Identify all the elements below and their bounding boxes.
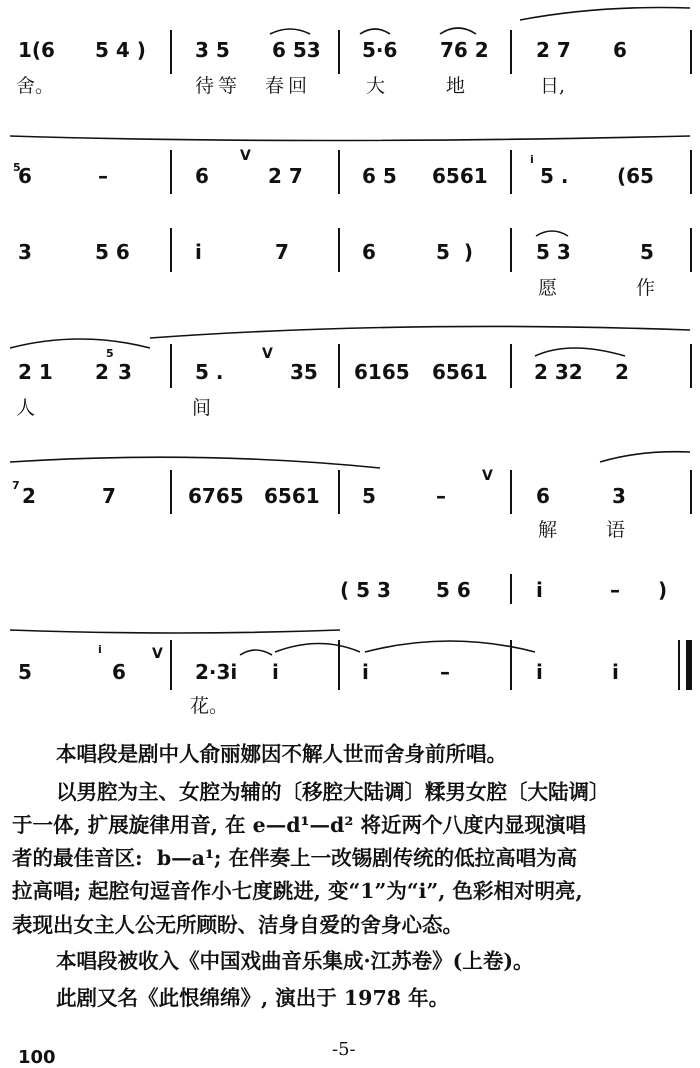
grace-note: 7 bbox=[12, 479, 20, 492]
note: 6 bbox=[362, 240, 376, 264]
lyric: 舍。 bbox=[16, 75, 55, 97]
note: 5 bbox=[362, 484, 376, 508]
note: – bbox=[610, 578, 620, 602]
lyric: 春回 bbox=[265, 75, 312, 97]
note: 5 . bbox=[540, 164, 569, 188]
note: 6765 bbox=[188, 484, 244, 508]
barline bbox=[510, 640, 512, 690]
barline bbox=[510, 228, 512, 272]
lyric: 日, bbox=[540, 75, 566, 97]
note: 6561 bbox=[432, 360, 488, 384]
barline bbox=[510, 470, 512, 514]
note: 7 bbox=[275, 240, 289, 264]
breath-mark: V bbox=[240, 148, 251, 164]
note: 6165 bbox=[354, 360, 410, 384]
barline bbox=[170, 470, 172, 514]
barline bbox=[690, 30, 692, 74]
note: i bbox=[272, 660, 279, 684]
barline bbox=[170, 228, 172, 272]
barline bbox=[510, 150, 512, 194]
grace-note: 5 bbox=[106, 347, 114, 360]
note: 6 bbox=[195, 164, 209, 188]
lyric: 作 bbox=[636, 277, 656, 299]
note: 2 bbox=[615, 360, 629, 384]
lyric: 解 bbox=[538, 519, 558, 541]
paragraph-2-line-4: 拉高唱; 起腔句逗音作小七度跳进, 变“1”为“i”, 色彩相对明亮, bbox=[12, 879, 583, 903]
note: i bbox=[362, 660, 369, 684]
note: ( 5 3 bbox=[340, 578, 391, 602]
paragraph-2-line-2: 于一体, 扩展旋律用音, 在 e—d¹—d² 将近两个八度内显现演唱 bbox=[12, 813, 586, 837]
lyric: 花。 bbox=[190, 695, 229, 717]
note: 2·3i bbox=[195, 660, 238, 684]
barline bbox=[338, 344, 340, 388]
note: 35 bbox=[290, 360, 318, 384]
final-barline-thin bbox=[678, 640, 680, 690]
note: 2 7 bbox=[268, 164, 303, 188]
final-barline-thick bbox=[686, 640, 692, 690]
barline bbox=[170, 30, 172, 74]
note: 5 bbox=[640, 240, 654, 264]
note: 3 bbox=[18, 240, 32, 264]
paragraph-4: 此剧又名《此恨绵绵》, 演出于 1978 年。 bbox=[56, 986, 450, 1010]
note: i bbox=[536, 660, 543, 684]
barline bbox=[690, 228, 692, 272]
note: 2 7 bbox=[536, 38, 571, 62]
note: 2 bbox=[95, 360, 109, 384]
paragraph-3: 本唱段被收入《中国戏曲音乐集成·江苏卷》(上卷)。 bbox=[56, 949, 534, 973]
note: 5 3 bbox=[536, 240, 571, 264]
barline bbox=[338, 30, 340, 74]
lyric: 待等 bbox=[195, 75, 242, 97]
note: 6561 bbox=[432, 164, 488, 188]
barline bbox=[338, 640, 340, 690]
left-page-number: 100 bbox=[18, 1047, 56, 1068]
note: 5·6 bbox=[362, 38, 398, 62]
barline bbox=[510, 30, 512, 74]
note: 2 bbox=[22, 484, 36, 508]
barline bbox=[170, 640, 172, 690]
note: 5 ) bbox=[436, 240, 473, 264]
page-number: -5- bbox=[332, 1039, 356, 1060]
paragraph-1: 本唱段是剧中人俞丽娜因不解人世而舍身前所唱。 bbox=[56, 742, 507, 766]
lyric: 语 bbox=[606, 519, 626, 541]
barline bbox=[690, 470, 692, 514]
grace-note: 5 bbox=[13, 161, 21, 174]
note: 5 4 ) bbox=[95, 38, 146, 62]
note: ) bbox=[658, 578, 668, 602]
note: 6 bbox=[613, 38, 627, 62]
note: 2 1 bbox=[18, 360, 53, 384]
breath-mark: V bbox=[482, 468, 493, 484]
barline bbox=[510, 344, 512, 388]
note: – bbox=[440, 660, 450, 684]
barline bbox=[510, 574, 512, 604]
note: i bbox=[536, 578, 543, 602]
breath-mark: V bbox=[152, 646, 163, 662]
note: i bbox=[612, 660, 619, 684]
lyric: 地 bbox=[446, 75, 466, 97]
barline bbox=[170, 344, 172, 388]
note: 6 53 bbox=[272, 38, 321, 62]
lyric: 大 bbox=[366, 75, 386, 97]
note: 6 bbox=[536, 484, 550, 508]
note: 6 bbox=[18, 164, 32, 188]
note: 5 . bbox=[195, 360, 224, 384]
barline bbox=[338, 228, 340, 272]
barline bbox=[690, 344, 692, 388]
lyric: 愿 bbox=[538, 277, 558, 299]
note: – bbox=[98, 164, 108, 188]
note: i bbox=[195, 240, 202, 264]
grace-note: i bbox=[530, 153, 534, 166]
note: 6 bbox=[112, 660, 126, 684]
note: 1(6 bbox=[18, 38, 55, 62]
breath-mark: V bbox=[262, 346, 273, 362]
paragraph-2-line-5: 表现出女主人公无所顾盼、洁身自爱的舍身心态。 bbox=[12, 913, 463, 937]
note: 76 2 bbox=[440, 38, 489, 62]
lyric: 间 bbox=[192, 397, 212, 419]
note: 5 6 bbox=[95, 240, 130, 264]
note: 5 bbox=[18, 660, 32, 684]
note: 3 bbox=[612, 484, 626, 508]
note: – bbox=[436, 484, 446, 508]
note: 3 5 bbox=[195, 38, 230, 62]
barline bbox=[338, 470, 340, 514]
note: 2 32 bbox=[534, 360, 583, 384]
paragraph-2-line-1: 以男腔为主、女腔为辅的〔移腔大陆调〕糅男女腔〔大陆调〕 bbox=[56, 780, 610, 804]
note: (65 bbox=[617, 164, 654, 188]
note: 7 bbox=[102, 484, 116, 508]
grace-note: i bbox=[98, 643, 102, 656]
note: 5 6 bbox=[436, 578, 471, 602]
note: 3 bbox=[118, 360, 132, 384]
barline bbox=[170, 150, 172, 194]
barline bbox=[338, 150, 340, 194]
note: 6561 bbox=[264, 484, 320, 508]
paragraph-2-line-3: 者的最佳音区: b—a¹; 在伴奏上一改锡剧传统的低拉高唱为高 bbox=[12, 846, 578, 870]
lyric: 人 bbox=[16, 397, 36, 419]
barline bbox=[690, 150, 692, 194]
note: 6 5 bbox=[362, 164, 397, 188]
